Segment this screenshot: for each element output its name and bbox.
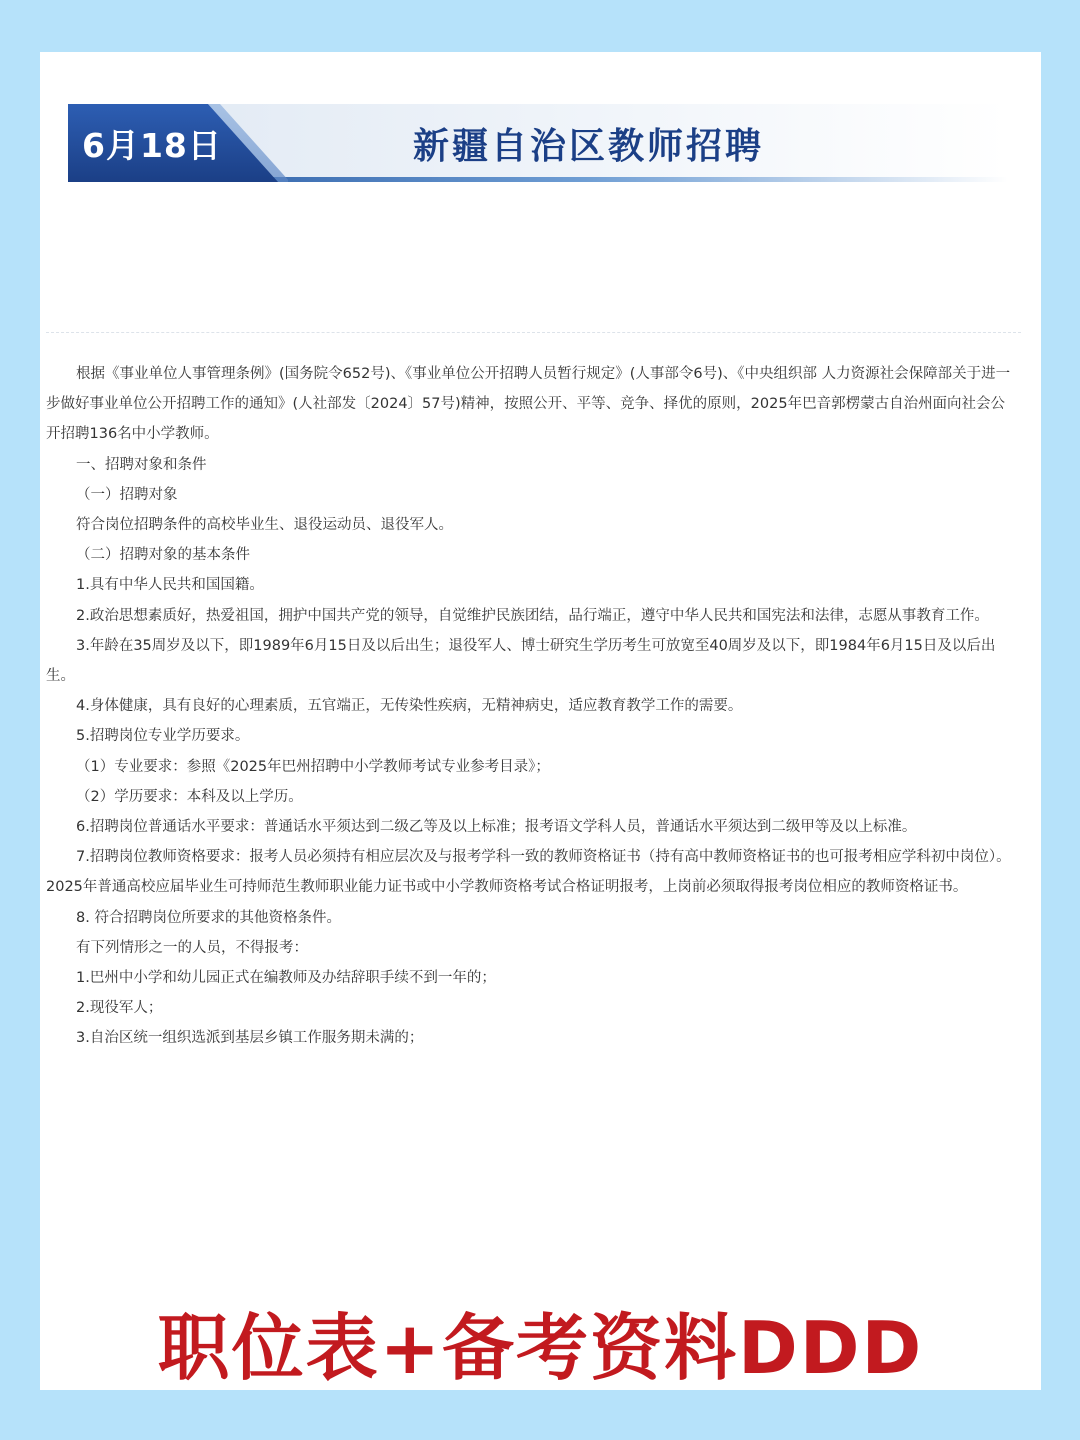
header-banner — [68, 104, 1008, 182]
paragraph: （2）学历要求：本科及以上学历。 — [76, 788, 303, 805]
paragraph: 1.具有中华人民共和国国籍。 — [76, 577, 264, 594]
paragraph-intro: 根据《事业单位人事管理条例》(国务院令652号)、《事业单位公开招聘人员暂行规定》(人事部令6号)、《中央组织部 人力资源社会保障部关于进一步做好事业单位公开招聘工作的通知》(人社部发〔2024〕57号)精神，按照公开、平等、竞争、择优的原则，2025年巴音郭楞蒙古自治州面向社会公开招聘136名中小学教师。 — [46, 366, 1011, 443]
paragraph-subheading: （一）招聘对象 — [76, 486, 178, 503]
paragraph: 6.招聘岗位普通话水平要求：普通话水平须达到二级乙等及以上标准；报考语文学科人员，普通话水平须达到二级甲等及以上标准。 — [76, 819, 917, 836]
paragraph: 1.巴州中小学和幼儿园正式在编教师及办结辞职手续不到一年的； — [76, 970, 496, 987]
paragraph: 2.现役军人； — [76, 1000, 163, 1017]
promo-headline: 职位表+备考资料DDD — [157, 1306, 924, 1390]
article-body — [46, 359, 1018, 1054]
paragraph: （1）专业要求：参照《2025年巴州招聘中小学教师考试专业参考目录》； — [76, 758, 550, 775]
paragraph: 3.自治区统一组织选派到基层乡镇工作服务期未满的； — [76, 1030, 424, 1047]
banner-title: 新疆自治区教师招聘 — [413, 126, 765, 167]
document-page — [40, 52, 1041, 1390]
paragraph-subheading: （二）招聘对象的基本条件 — [76, 547, 250, 564]
banner-date: 6月18日 — [82, 126, 222, 165]
paragraph: 8. 符合招聘岗位所要求的其他资格条件。 — [76, 909, 341, 926]
section-divider — [46, 332, 1021, 333]
paragraph: 4.身体健康，具有良好的心理素质，五官端正，无传染性疾病，无精神病史，适应教育教学工作的需要。 — [76, 698, 743, 715]
paragraph: 有下列情形之一的人员，不得报考： — [76, 939, 308, 956]
paragraph: 2.政治思想素质好，热爱祖国，拥护中国共产党的领导，自觉维护民族团结，品行端正，遵守中华人民共和国宪法和法律，志愿从事教育工作。 — [76, 607, 989, 624]
paragraph-heading: 一、招聘对象和条件 — [76, 456, 207, 473]
paragraph: 7.招聘岗位教师资格要求：报考人员必须持有相应层次及与报考学科一致的教师资格证书（持有高中教师资格证书的也可报考相应学科初中岗位）。2025年普通高校应届毕业生可持师范生教师职业能力证书或中小学教师资格考试合格证明报考，上岗前必须取得报考岗位相应的教师资格证书。 — [46, 849, 1011, 896]
paragraph: 符合岗位招聘条件的高校毕业生、退役运动员、退役军人。 — [76, 517, 453, 534]
paragraph: 5.招聘岗位专业学历要求。 — [76, 728, 250, 745]
paragraph: 3.年龄在35周岁及以下，即1989年6月15日及以后出生；退役军人、博士研究生学历考生可放宽至40周岁及以下，即1984年6月15日及以后出生。 — [46, 637, 996, 685]
